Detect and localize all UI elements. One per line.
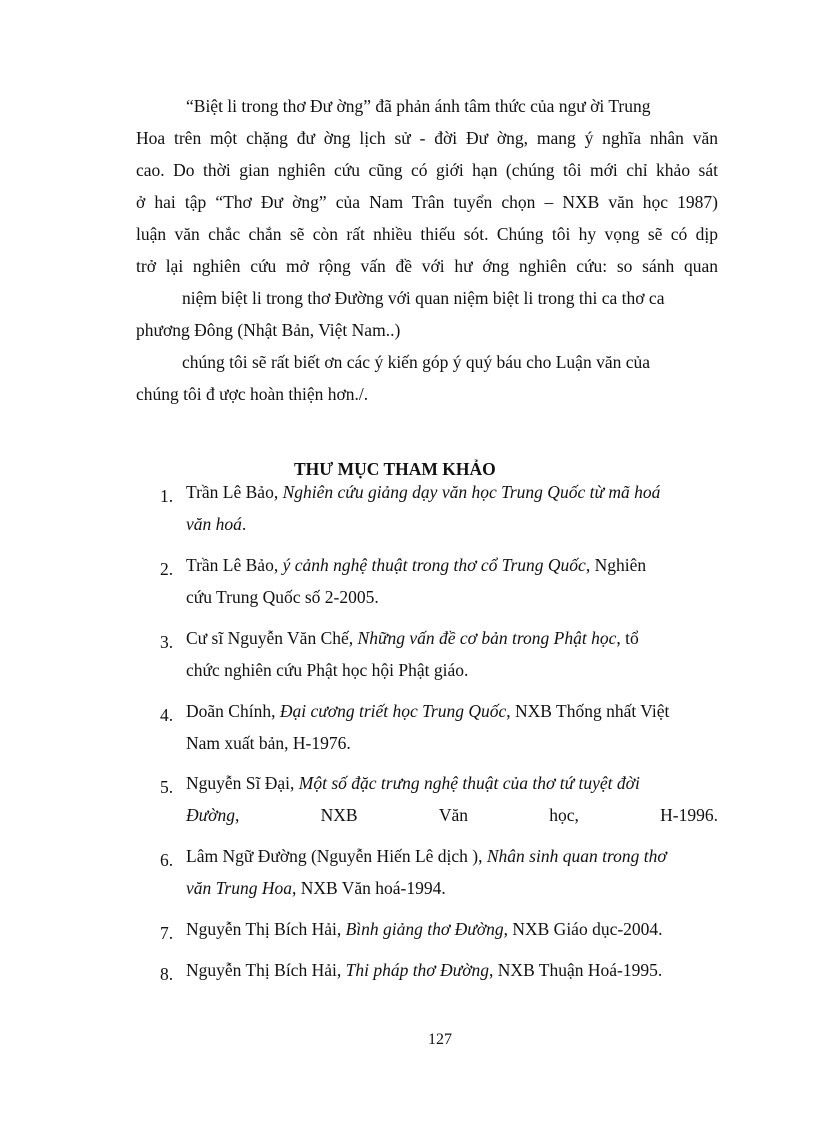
reference-line: Nguyễn Thị Bích Hải, Thi pháp thơ Đường, NXB Thuận Hoá-1995. — [186, 960, 663, 980]
reference-line: Trần Lê Bảo, Nghiên cứu giảng dạy văn học Trung Quốc từ mã hoá — [186, 482, 661, 502]
reference-line: chức nghiên cứu Phật học hội Phật giáo. — [186, 660, 469, 680]
bibliography-heading: THƯ MỤC THAM KHẢO — [294, 459, 496, 479]
body-line: “Biệt li trong thơ Đư ờng” đã phản ánh tâm thức của ngư ời Trung — [186, 96, 651, 116]
body-line: cao. Do thời gian nghiên cứu cũng có giới hạn (chúng tôi mới chỉ khảo sát — [136, 160, 718, 180]
reference-number: 6. — [160, 850, 174, 870]
reference-number: 5. — [160, 777, 174, 797]
body-line: trở lại nghiên cứu mở rộng vấn đề với hư ớng nghiên cứu: so sánh quan — [136, 256, 718, 276]
body-line: Hoa trên một chặng đư ờng lịch sử - đời Đư ờng, mang ý nghĩa nhân văn — [136, 128, 718, 148]
body-line: niệm biệt li trong thơ Đường với quan niệm biệt li trong thi ca thơ ca — [182, 288, 665, 308]
reference-number: 2. — [160, 559, 174, 579]
body-line: ở hai tập “Thơ Đư ờng” của Nam Trân tuyển chọn – NXB văn học 1987) — [136, 192, 718, 212]
reference-line: Cư sĩ Nguyễn Văn Chế, Những vấn đề cơ bản trong Phật học, tổ — [186, 628, 639, 648]
page-number: 127 — [428, 1031, 452, 1048]
reference-line: Nam xuất bản, H-1976. — [186, 733, 351, 753]
reference-number: 3. — [160, 632, 174, 652]
body-line: chúng tôi đ ược hoàn thiện hơn./. — [136, 384, 369, 404]
body-line: luận văn chắc chắn sẽ còn rất nhiều thiếu sót. Chúng tôi hy vọng sẽ có dịp — [136, 224, 718, 244]
reference-number: 7. — [160, 923, 174, 943]
reference-line: văn hoá. — [186, 514, 247, 534]
reference-line: văn Trung Hoa, NXB Văn hoá-1994. — [186, 878, 446, 898]
reference-line: Nguyễn Thị Bích Hải, Bình giảng thơ Đường, NXB Giáo dục-2004. — [186, 919, 663, 939]
body-line: phương Đông (Nhật Bản, Việt Nam..) — [136, 320, 401, 340]
reference-number: 8. — [160, 964, 174, 984]
reference-line: Trần Lê Bảo, ý cảnh nghệ thuật trong thơ cổ Trung Quốc, Nghiên — [186, 555, 647, 575]
body-line: chúng tôi sẽ rất biết ơn các ý kiến góp ý quý báu cho Luận văn của — [182, 352, 650, 372]
reference-line: Doãn Chính, Đại cương triết học Trung Quốc, NXB Thống nhất Việt — [186, 701, 670, 721]
reference-line: cứu Trung Quốc số 2-2005. — [186, 587, 379, 607]
reference-number: 4. — [160, 705, 174, 725]
reference-line: Nguyễn Sĩ Đại, Một số đặc trưng nghệ thuật của thơ tứ tuyệt đời — [186, 773, 640, 793]
reference-line: Lâm Ngữ Đường (Nguyễn Hiến Lê dịch ), Nhân sinh quan trong thơ — [186, 846, 667, 866]
reference-line: Đường, NXB Văn học, H-1996. — [186, 805, 718, 825]
reference-number: 1. — [160, 486, 174, 506]
